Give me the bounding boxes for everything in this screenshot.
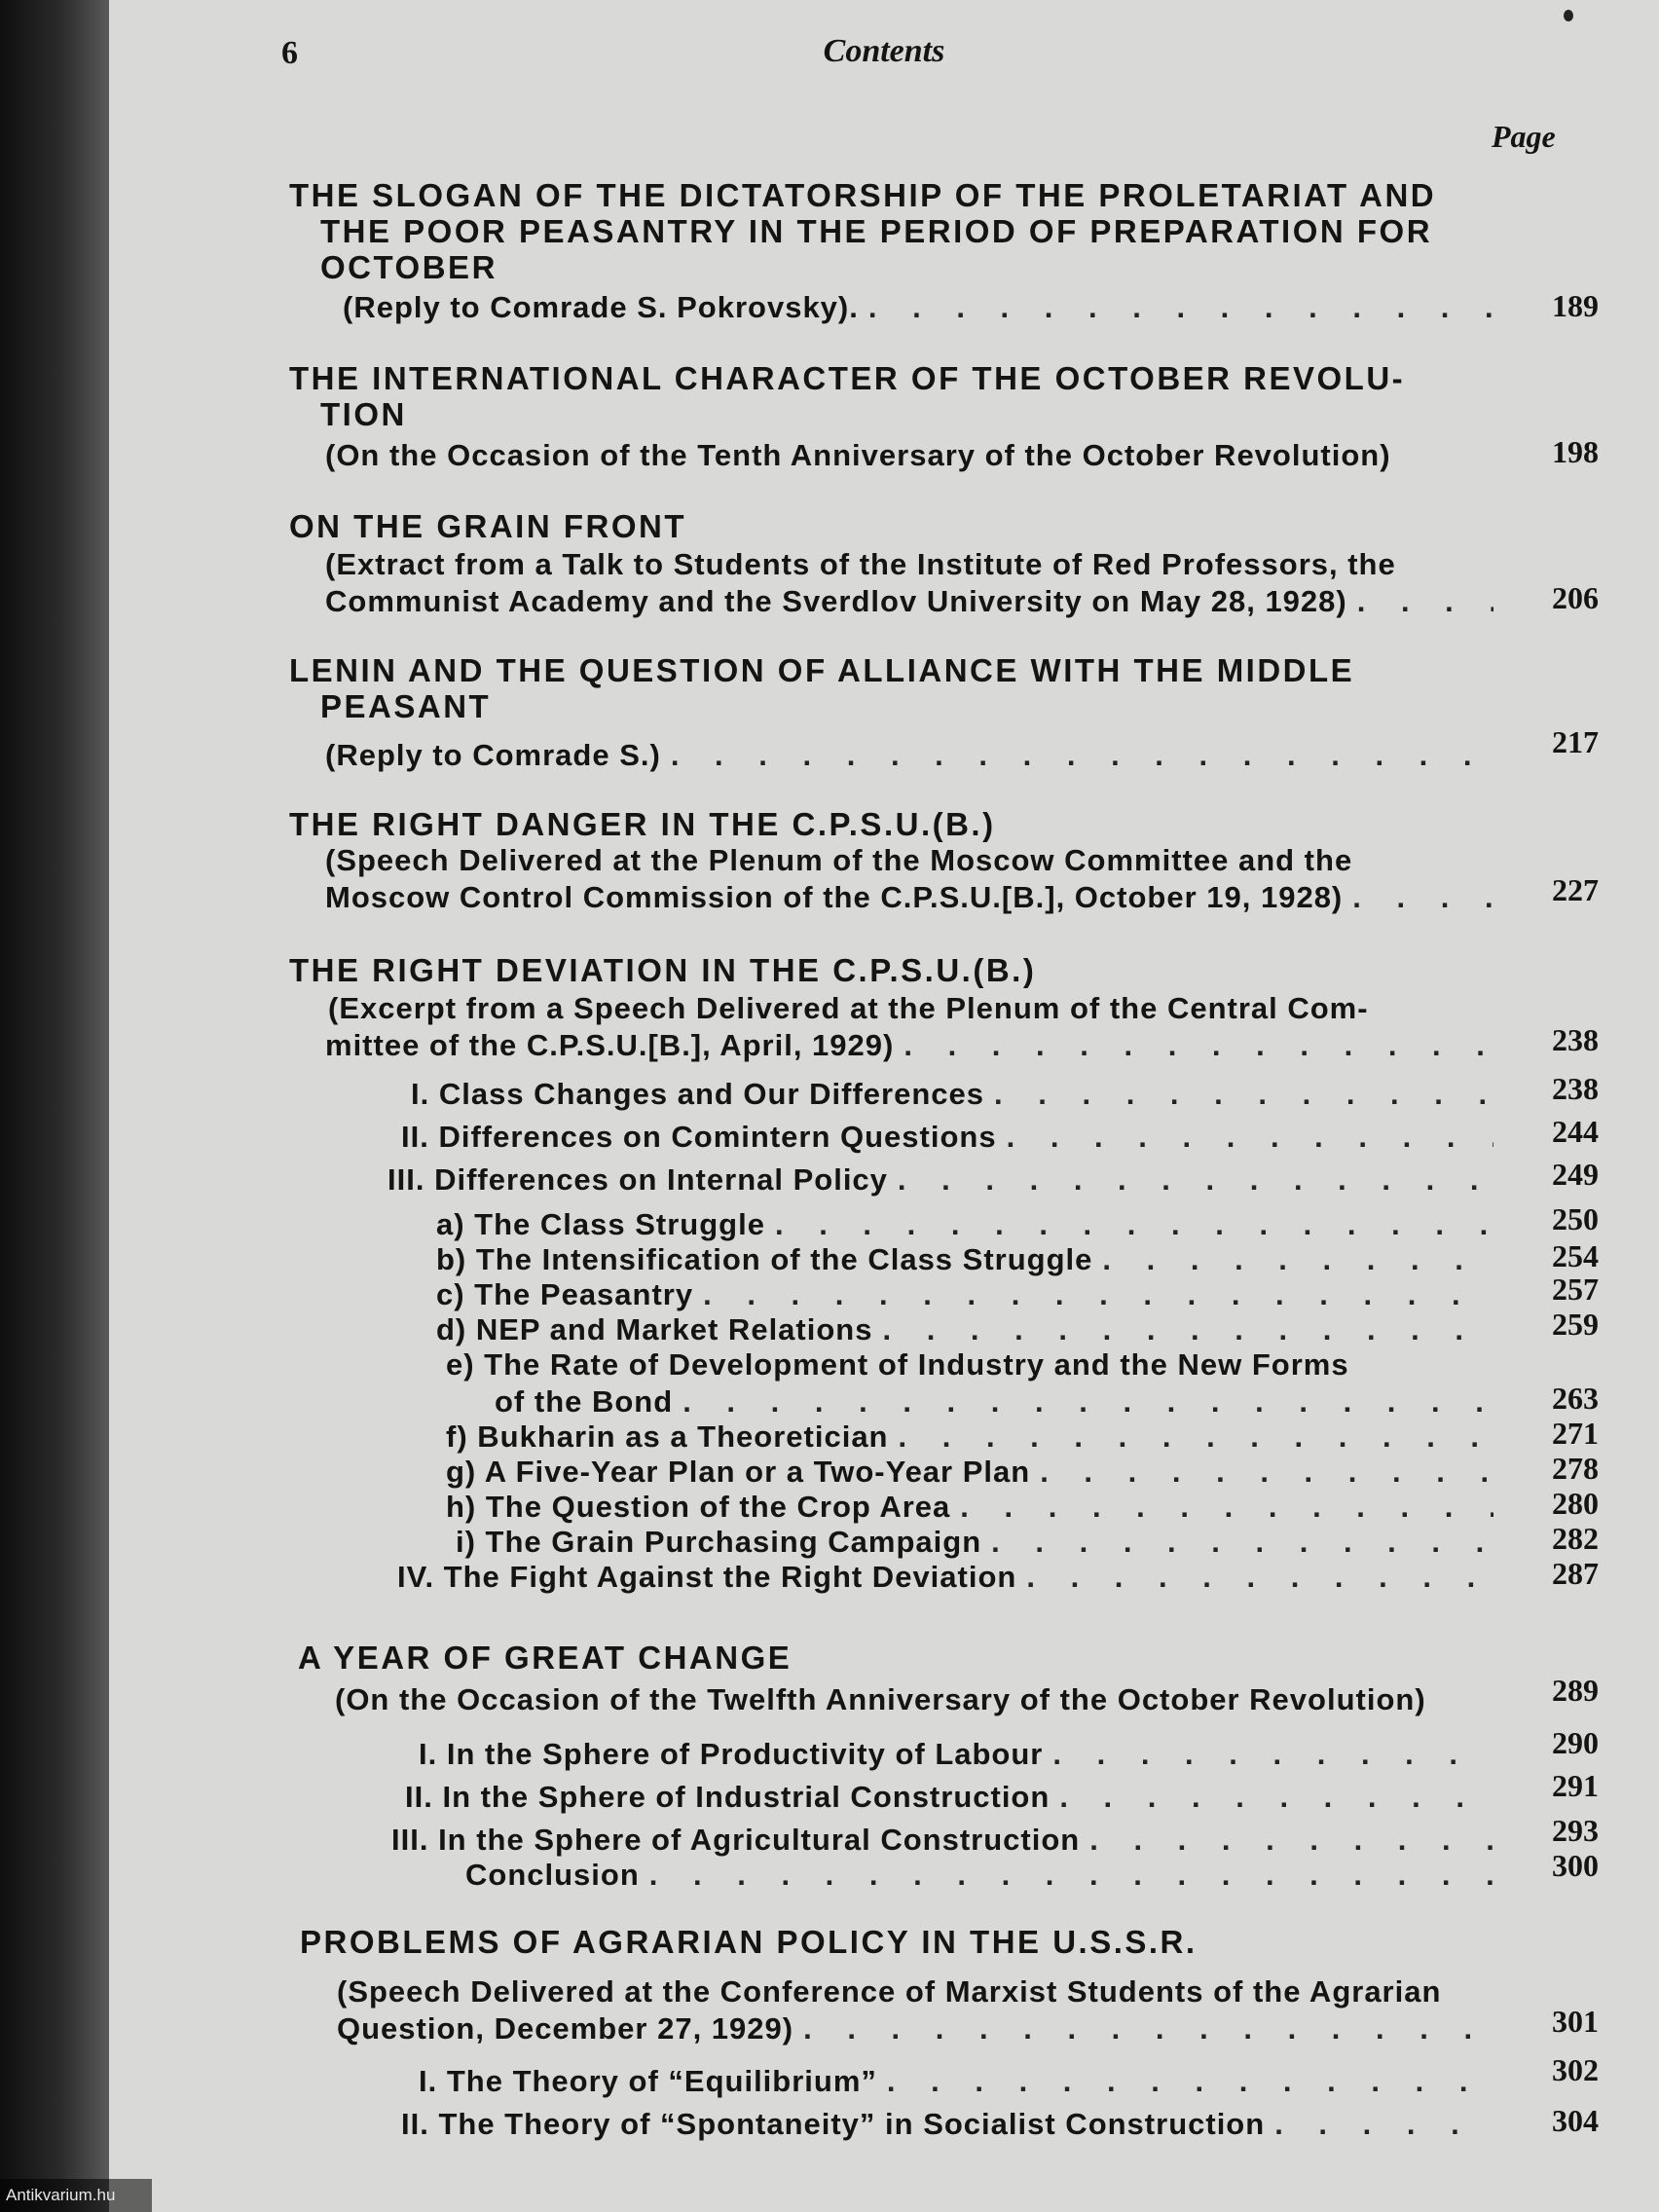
entry-subtitle: Communist Academy and the Sverdlov University on May 28, 1928)	[325, 584, 1347, 618]
toc-line	[325, 584, 1493, 619]
toc-item-label: g) A Five-Year Plan or a Two-Year Plan	[446, 1455, 1031, 1489]
toc-line	[446, 1455, 1493, 1490]
page-ref: 250	[1552, 1201, 1599, 1236]
entry-title	[289, 177, 1436, 285]
entry-title	[300, 1924, 1198, 1960]
leader-dots	[903, 1028, 1493, 1063]
entry-title	[289, 508, 686, 544]
entry-title	[289, 360, 1405, 432]
page-ref: 259	[1552, 1307, 1599, 1342]
toc-line	[495, 1384, 1493, 1419]
toc-line	[325, 738, 1493, 773]
leader-dots	[868, 290, 1492, 325]
page-ref: 291	[1552, 1768, 1599, 1803]
page-ref: 280	[1552, 1486, 1599, 1521]
entry-subtitle: (Reply to Comrade S. Pokrovsky).	[343, 290, 859, 324]
leader-dots	[671, 738, 1493, 773]
toc-line	[335, 1682, 1503, 1717]
toc-line	[436, 1242, 1493, 1277]
page-ref: 217	[1552, 724, 1599, 759]
toc-item-label: II. In the Sphere of Industrial Construction	[405, 1780, 1051, 1814]
toc-line	[436, 1277, 1493, 1312]
entry-subtitle: Moscow Control Commission of the C.P.S.U.[B.], October 19, 1928)	[325, 880, 1344, 914]
toc-item-label: I. The Theory of “Equilibrium”	[419, 2064, 877, 2098]
toc-line	[436, 1207, 1493, 1242]
page-ref: 249	[1552, 1157, 1599, 1192]
entry-title-line: THE INTERNATIONAL CHARACTER OF THE OCTOBER REVOLU-	[289, 360, 1406, 396]
page-ref: 238	[1552, 1022, 1599, 1057]
book-page	[109, 0, 1659, 2212]
page-ref: 244	[1552, 1114, 1599, 1149]
leader-dots	[1357, 584, 1493, 619]
leader-dots	[887, 2064, 1493, 2099]
toc-item-label: d) NEP and Market Relations	[436, 1312, 873, 1346]
leader-dots	[994, 1077, 1493, 1112]
toc-item-label: III. In the Sphere of Agricultural Construction	[391, 1823, 1081, 1857]
entry-subtitle: (Extract from a Talk to Students of the Institute of Red Professors, the	[325, 547, 1396, 581]
toc-line	[456, 1525, 1493, 1560]
page-ref: 257	[1552, 1272, 1599, 1307]
page-ref: 189	[1552, 288, 1599, 323]
entry-title-line: THE SLOGAN OF THE DICTATORSHIP OF THE PROLETARIAT AND	[289, 177, 1437, 213]
toc-line	[325, 438, 1493, 473]
toc-item-label: h) The Question of the Crop Area	[446, 1490, 951, 1524]
page-ref: 290	[1552, 1725, 1599, 1760]
toc-line	[436, 1312, 1493, 1347]
toc-item-label: f) Bukharin as a Theoretician	[446, 1419, 889, 1454]
toc-line	[397, 1560, 1493, 1595]
toc-line	[401, 2107, 1493, 2142]
entry-subtitle: (On the Occasion of the Tenth Anniversary of the October Revolution)	[325, 438, 1391, 472]
leader-dots	[1026, 1560, 1493, 1595]
toc-item-label: III. Differences on Internal Policy	[387, 1162, 888, 1197]
page-ref: 227	[1552, 872, 1599, 907]
leader-dots	[899, 1419, 1494, 1455]
toc-line	[325, 1028, 1493, 1063]
entry-subtitle: (Speech Delivered at the Plenum of the Moscow Committee and the	[325, 843, 1353, 877]
leader-dots	[991, 1525, 1493, 1560]
toc-line	[446, 1490, 1493, 1525]
entry-title-line: PEASANT	[320, 688, 492, 724]
page-ref: 206	[1552, 580, 1599, 615]
entry-title	[289, 652, 1354, 724]
toc-line	[405, 1780, 1493, 1815]
leader-dots	[1040, 1455, 1493, 1490]
page-ref: 238	[1552, 1071, 1599, 1106]
toc-item-label: IV. The Fight Against the Right Deviation	[397, 1560, 1017, 1594]
site-watermark: Antikvarium.hu	[0, 2179, 152, 2212]
ink-speck	[1564, 10, 1573, 21]
toc-item-label: e) The Rate of Development of Industry and the New Forms	[446, 1347, 1349, 1382]
leader-dots	[1274, 2107, 1493, 2142]
running-title: Contents	[823, 33, 945, 69]
entry-title-line: THE RIGHT DEVIATION IN THE C.P.S.U.(B.)	[289, 952, 1037, 988]
entry-subtitle: mittee of the C.P.S.U.[B.], April, 1929)	[325, 1028, 895, 1062]
entry-title	[289, 952, 1036, 988]
leader-dots	[1059, 1780, 1493, 1815]
book-spine	[0, 0, 109, 2212]
leader-dots	[703, 1277, 1493, 1312]
page-ref: 301	[1552, 2004, 1599, 2039]
entry-title-line: THE RIGHT DANGER IN THE C.P.S.U.(B.)	[289, 806, 996, 842]
entry-title-line: LENIN AND THE QUESTION OF ALLIANCE WITH THE MIDDLE	[289, 652, 1355, 688]
entry-title	[289, 806, 996, 842]
toc-item-label: II. The Theory of “Spontaneity” in Socialist Construction	[401, 2107, 1266, 2141]
toc-item-label: c) The Peasantry	[436, 1277, 694, 1311]
entry-title-line: TION	[320, 396, 407, 432]
entry-title-line: ON THE GRAIN FRONT	[289, 508, 686, 544]
toc-item-label: I. In the Sphere of Productivity of Labour	[419, 1737, 1044, 1771]
page-ref: 263	[1552, 1381, 1599, 1416]
page-ref: 278	[1552, 1451, 1599, 1486]
toc-line	[337, 2011, 1495, 2046]
toc-item-label: i) The Grain Purchasing Campaign	[456, 1525, 982, 1559]
entry-subtitle: (Reply to Comrade S.)	[325, 738, 661, 772]
toc-item-label: II. Differences on Comintern Questions	[401, 1120, 997, 1154]
page-ref: 300	[1552, 1848, 1599, 1883]
toc-line	[465, 1858, 1493, 1893]
leader-dots	[1089, 1823, 1493, 1858]
leader-dots	[649, 1858, 1493, 1893]
entry-title-line: A YEAR OF GREAT CHANGE	[298, 1640, 793, 1676]
toc-line	[411, 1077, 1493, 1112]
leader-dots	[1052, 1737, 1493, 1772]
toc-line	[446, 1419, 1493, 1455]
page-ref: 254	[1552, 1238, 1599, 1273]
toc-line	[387, 1162, 1493, 1198]
toc-line	[325, 880, 1493, 915]
leader-dots	[882, 1312, 1493, 1347]
page-ref: 282	[1552, 1521, 1599, 1556]
page-ref: 289	[1552, 1673, 1599, 1708]
page-ref: 304	[1552, 2103, 1599, 2138]
toc-line	[419, 2064, 1493, 2099]
toc-line	[419, 1737, 1493, 1772]
page-ref: 271	[1552, 1416, 1599, 1451]
entry-subtitle: Question, December 27, 1929)	[337, 2011, 794, 2046]
toc-line	[343, 290, 1492, 325]
page-column-label: Page	[1492, 119, 1556, 154]
entry-title-line: OCTOBER	[320, 249, 498, 285]
page-ref: 302	[1552, 2052, 1599, 2087]
leader-dots	[775, 1207, 1493, 1242]
leader-dots	[682, 1384, 1493, 1419]
entry-title	[298, 1640, 792, 1676]
toc-item-label: a) The Class Struggle	[436, 1207, 765, 1241]
leader-dots	[1102, 1242, 1493, 1277]
toc-line	[446, 1347, 1493, 1382]
page-ref: 198	[1552, 434, 1599, 469]
page-number: 6	[281, 35, 298, 71]
page-ref: 287	[1552, 1556, 1599, 1591]
toc-item-label: I. Class Changes and Our Differences	[411, 1077, 985, 1111]
leader-dots	[1007, 1120, 1493, 1155]
entry-title-line: THE POOR PEASANTRY IN THE PERIOD OF PREPARATION FOR	[320, 213, 1433, 249]
leader-dots	[1352, 880, 1493, 915]
leader-dots	[803, 2011, 1495, 2046]
entry-subtitle: (On the Occasion of the Twelfth Anniversary of the October Revolution)	[335, 1682, 1426, 1716]
toc-item-label: Conclusion	[465, 1858, 640, 1892]
toc-line	[401, 1120, 1493, 1155]
entry-subtitle: (Excerpt from a Speech Delivered at the Plenum of the Central Com-	[328, 991, 1369, 1025]
page-ref: 293	[1552, 1813, 1599, 1848]
toc-line	[391, 1823, 1493, 1858]
toc-item-label: b) The Intensification of the Class Struggle	[436, 1242, 1093, 1276]
toc-item-label: of the Bond	[495, 1384, 674, 1419]
entry-subtitle: (Speech Delivered at the Conference of Marxist Students of the Agrarian	[337, 1974, 1442, 2009]
leader-dots	[898, 1162, 1493, 1198]
leader-dots	[960, 1490, 1493, 1525]
entry-title-line: PROBLEMS OF AGRARIAN POLICY IN THE U.S.S.R.	[300, 1924, 1198, 1960]
